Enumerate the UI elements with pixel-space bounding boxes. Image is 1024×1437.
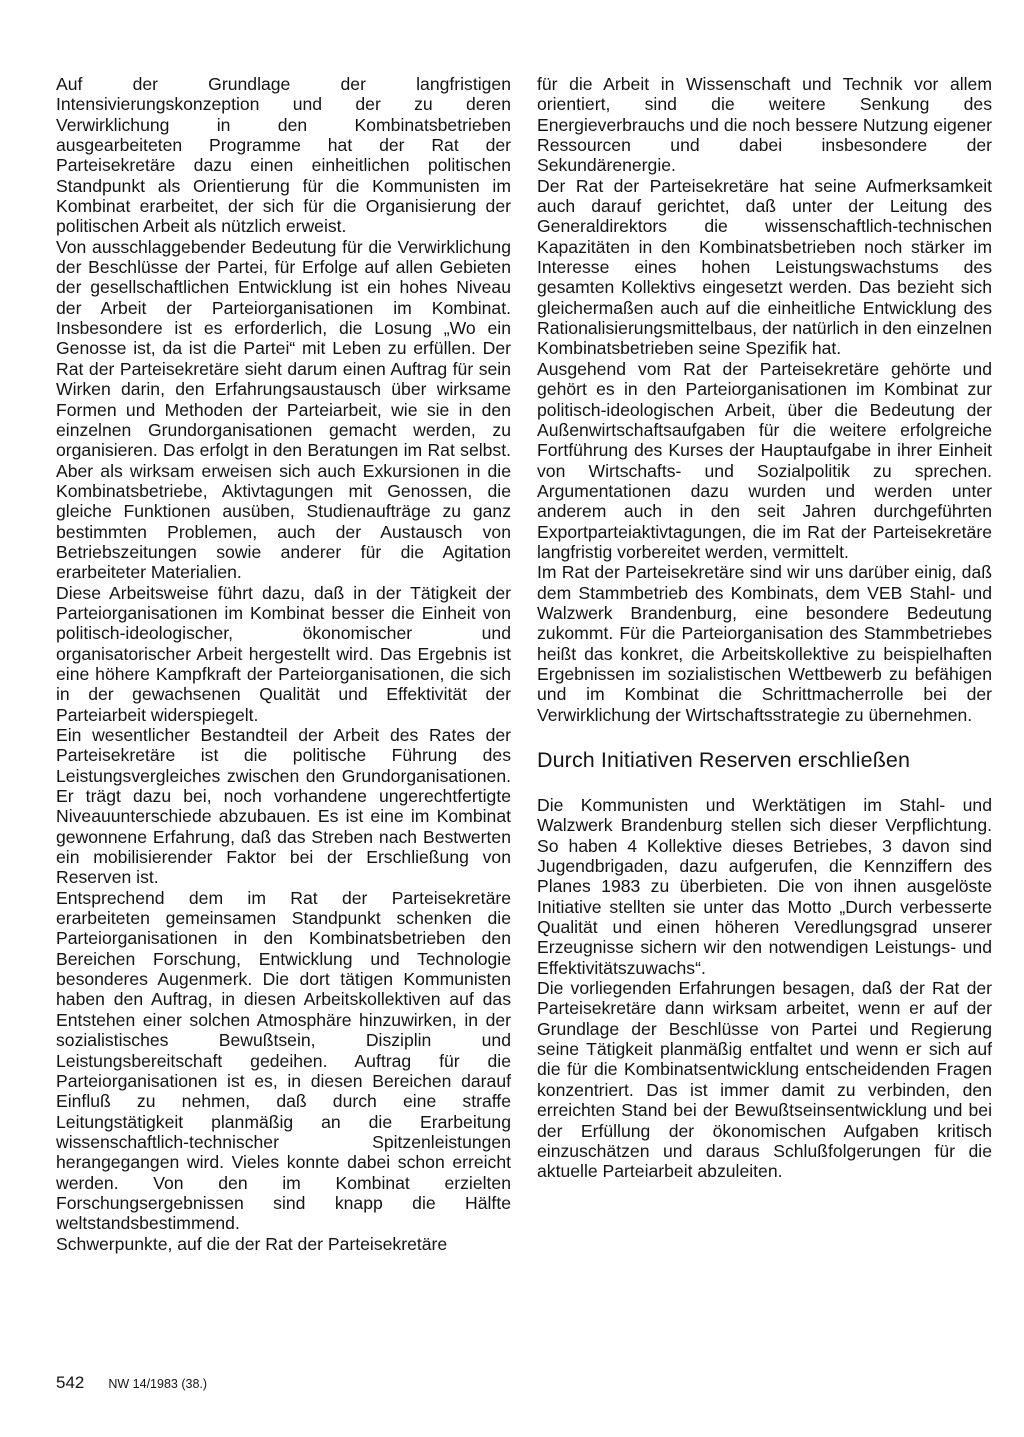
body-paragraph: für die Arbeit in Wissenschaft und Technik vor allem orientiert, sind die weitere Senkung des Energieverbrauchs und die noch bessere Nutzung eigener Ressourcen und dabei insbesondere der Sekundärenergie. <box>537 74 992 176</box>
body-paragraph: Die vorliegenden Erfahrungen besagen, daß der Rat der Parteisekretäre dann wirksam arbeitet, wenn er auf der Grundlage der Beschlüsse von Partei und Regierung seine Tätigkeit planmäßig entfaltet und wenn er sich auf die für die Kombinatsentwicklung entscheidenden Fragen konzentriert. Das ist immer damit zu verbinden, den erreichten Stand bei der Bewußtseinsentwicklung und bei der Erfüllung der ökonomischen Aufgaben kritisch einzuschätzen und daraus Schlußfolgerungen für die aktuelle Parteiarbeit abzuleiten. <box>537 978 992 1182</box>
page-number: 542 <box>56 1373 85 1392</box>
body-paragraph: Ein wesentlicher Bestandteil der Arbeit des Rates der Parteisekretäre ist die politische Führung des Leistungsvergleiches zwischen den Grundorganisationen. Er trägt dazu bei, noch vorhandene ungerechtfertigte Niveauunterschiede abzubauen. Es ist eine im Kombinat gewonnene Erfahrung, daß das Streben nach Bestwerten ein mobilisierender Faktor bei der Erschließung von Reserven ist. <box>56 725 511 888</box>
body-paragraph: Von ausschlaggebender Bedeutung für die Verwirklichung der Beschlüsse der Partei, für Erfolge auf allen Gebieten der gesellschaftlichen Entwicklung ist ein hohes Niveau der Arbeit der Parteiorganisationen im Kombinat. Insbesondere ist es erforderlich, die Losung „Wo ein Genosse ist, da ist die Partei“ mit Leben zu erfüllen. Der Rat der Parteisekretäre sieht darum einen Auftrag für sein Wirken darin, den Erfahrungsaustausch über wirksame Formen und Methoden der Parteiarbeit, wie sie in den einzelnen Grundorganisationen gemacht werden, zu organisieren. Das erfolgt in den Beratungen im Rat selbst. Aber als wirksam erweisen sich auch Exkursionen in die Kombinatsbetriebe, Aktivtagungen mit Genossen, die gleiche Funktionen ausüben, Studienaufträge zu ganz bestimmten Problemen, auch der Austausch von Betriebszeitungen sowie anderer für die Agitation erarbeiteter Materialien. <box>56 236 511 583</box>
body-paragraph: Die Kommunisten und Werktätigen im Stahl- und Walzwerk Brandenburg stellen sich dieser Verpflichtung. So haben 4 Kollektive dieses Betriebes, 3 davon sind Jugendbrigaden, dazu aufgerufen, die Kennziffern des Planes 1983 zu überbieten. Die von ihnen ausgelöste Initiative stellten sie unter das Motto „Durch verbesserte Qualität und einen höheren Veredlungsgrad unserer Erzeugnisse sichern wir den notwendigen Leistungs- und Effektivitätszuwachs“. <box>537 795 992 978</box>
body-paragraph: Ausgehend vom Rat der Parteisekretäre gehörte und gehört es in den Parteiorganisationen im Kombinat zur politisch-ideologischen Arbeit, über die Bedeutung der Außenwirtschaftsaufgaben für die weitere erfolgreiche Fortführung des Kurses der Hauptaufgabe in ihrer Einheit von Wirtschafts- und Sozialpolitik zu sprechen. Argumentationen dazu wurden und werden unter anderem auch in den seit Jahren durchgeführten Exportparteiaktivtagungen, die im Rat der Parteisekretäre langfristig vorbereitet werden, vermittelt. <box>537 358 992 562</box>
left-column <box>56 74 511 1254</box>
body-paragraph: Der Rat der Parteisekretäre hat seine Aufmerksamkeit auch darauf gerichtet, daß unter der Leitung des Generaldirektors die wissenschaftlich-technischen Kapazitäten in den Kombinatsbetrieben noch stärker im Interesse eines hohen Leistungswachstums des gesamten Kollektivs eingesetzt werden. Das bezieht sich gleichermaßen auch auf die einheitliche Entwicklung des Rationalisierungsmittelbaus, der natürlich in den einzelnen Kombinatsbetrieben seine Spezifik hat. <box>537 175 992 359</box>
issue-reference: NW 14/1983 (38.) <box>108 1377 208 1391</box>
body-paragraph: Auf der Grundlage der langfristigen Intensivierungskonzeption und der zu deren Verwirklichung in den Kombinatsbetrieben ausgearbeiteten Programme hat der Rat der Parteisekretäre dazu einen einheitlichen politischen Standpunkt als Orientierung für die Kommunisten im Kombinat erarbeitet, der sich für die Organisierung der politischen Arbeit als nützlich erweist. <box>56 74 511 237</box>
body-paragraph-continued: Schwerpunkte, auf die der Rat der Parteisekretäre <box>56 1233 448 1254</box>
right-column <box>537 74 992 1182</box>
section-heading: Durch Initiativen Reserven erschließen <box>537 748 911 772</box>
page-footer <box>56 1374 207 1393</box>
body-paragraph: Entsprechend dem im Rat der Parteisekretäre erarbeiteten gemeinsamen Standpunkt schenken die Parteiorganisationen in den Kombinatsbetrieben den Bereichen Forschung, Entwicklung und Technologie besonderes Augenmerk. Die dort tätigen Kommunisten haben den Auftrag, in diesen Arbeitskollektiven auf das Entstehen einer solchen Atmosphäre hinzuwirken, in der sozialistisches Bewußtsein, Disziplin und Leistungsbereitschaft gedeihen. Auftrag für die Parteiorganisationen ist es, in diesen Bereichen darauf Einfluß zu nehmen, daß durch eine straffe Leitungstätigkeit planmäßig an die Erarbeitung wissenschaftlich-technischer Spitzenleistungen herangegangen wird. Vieles konnte dabei schon erreicht werden. Von den im Kombinat erzielten Forschungsergebnissen sind knapp die Hälfte weltstandsbestimmend. <box>56 887 511 1234</box>
body-paragraph: Diese Arbeitsweise führt dazu, daß in der Tätigkeit der Parteiorganisationen im Kombinat besser die Einheit von politisch-ideologischer, ökonomischer und organisatorischer Arbeit hergestellt wird. Das Ergebnis ist eine höhere Kampfkraft der Parteiorganisationen, die sich in der gewachsenen Qualität und Effektivität der Parteiarbeit widerspiegelt. <box>56 582 511 725</box>
body-paragraph: Im Rat der Parteisekretäre sind wir uns darüber einig, daß dem Stammbetrieb des Kombinats, dem VEB Stahl- und Walzwerk Brandenburg, eine besondere Bedeutung zukommt. Für die Parteiorganisation des Stammbetriebes heißt das konkret, die Arbeitskollektive zu beispielhaften Ergebnissen im sozialistischen Wettbewerb zu befähigen und im Kombinat die Schrittmacherrolle bei der Verwirklichung der Wirtschaftsstrategie zu übernehmen. <box>537 562 992 725</box>
